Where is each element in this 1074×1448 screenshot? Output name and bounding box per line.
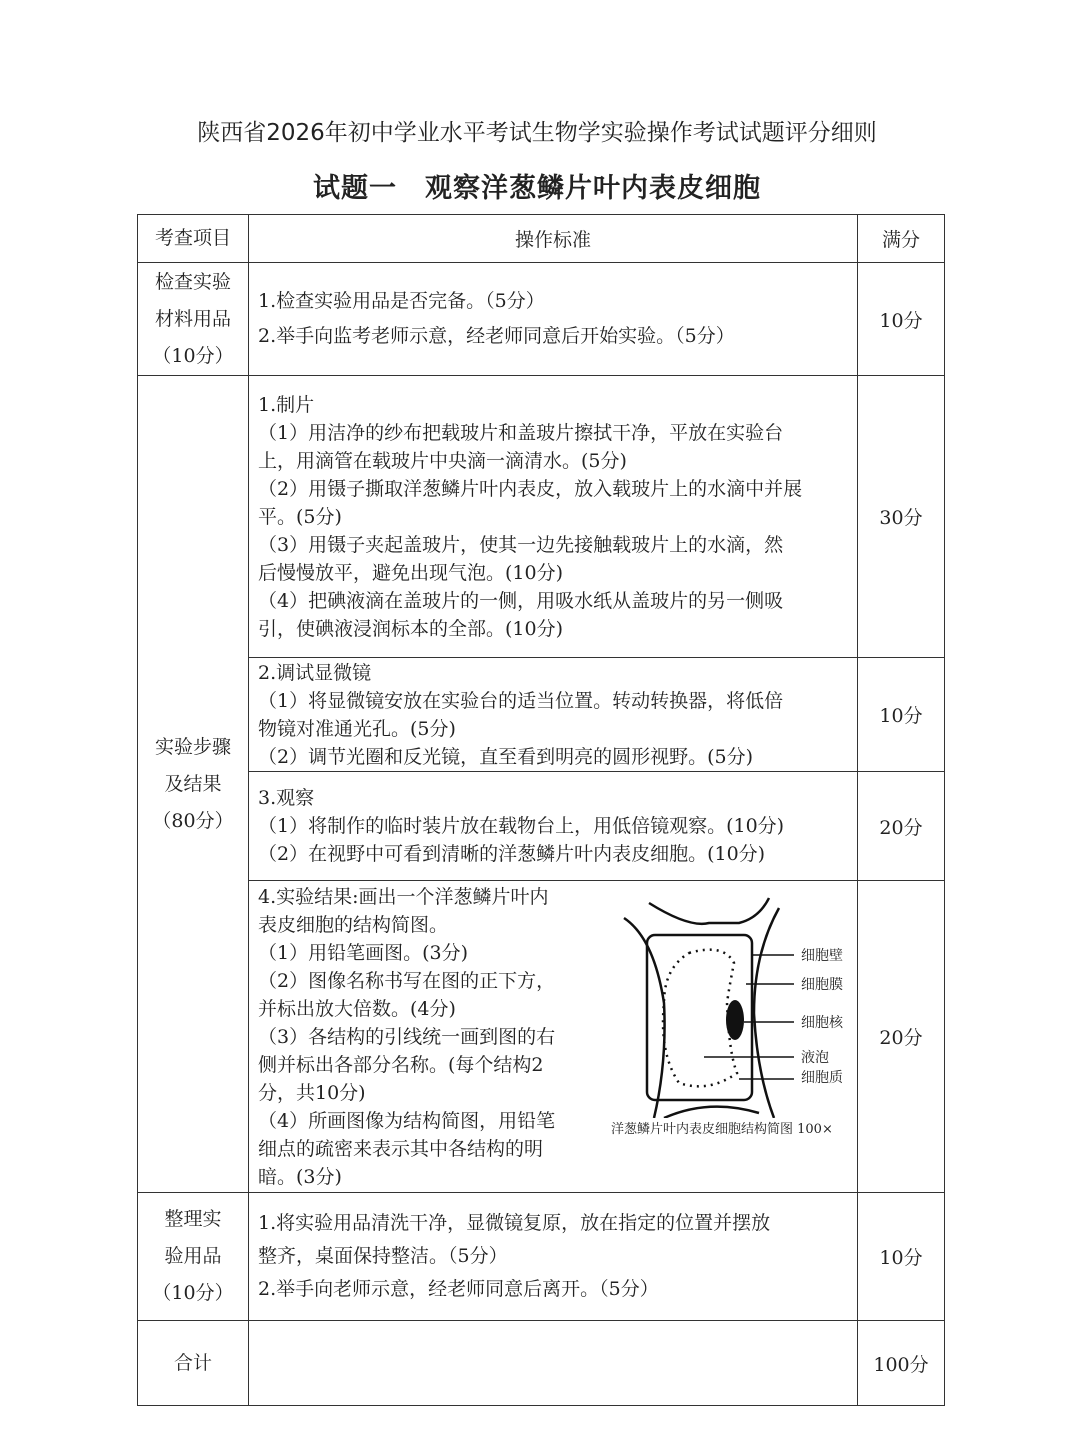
text-line: 2.举手向老师示意，经老师同意后离开。（5分）: [258, 1278, 659, 1300]
label-cytoplasm: 细胞质: [801, 1070, 843, 1086]
total-score: 100分: [858, 1321, 945, 1406]
table-row: [138, 376, 945, 658]
onion-cell-diagram: [611, 893, 859, 1143]
item-line: （10分）: [152, 1282, 234, 1304]
standard-cell: [249, 658, 858, 772]
figure-caption: 洋葱鳞片叶内表皮细胞结构简图 100×: [611, 1122, 833, 1137]
score-cell: 10分: [858, 1193, 945, 1321]
text-line: 平。(5分): [258, 505, 342, 528]
text-line: 1.将实验用品清洗干净，显微镜复原，放在指定的位置并摆放: [258, 1212, 771, 1234]
text-line: （2）调节光圈和反光镜，直至看到明亮的圆形视野。(5分): [258, 745, 754, 768]
label-vacuole: 液泡: [801, 1050, 829, 1066]
text-line: （3）用镊子夹起盖玻片，使其一边先接触载玻片上的水滴，然: [258, 533, 784, 556]
text-line: （1）用铅笔画图。(3分): [258, 941, 469, 964]
text-line: 细点的疏密来表示其中各结构的明: [258, 1137, 544, 1160]
table-row: [138, 263, 945, 376]
result-text: [258, 883, 618, 1191]
text-line: （4）把碘液滴在盖玻片的一侧，用吸水纸从盖玻片的另一侧吸: [258, 589, 784, 612]
standard-cell: [249, 772, 858, 881]
item-line: （80分）: [152, 809, 234, 832]
text-line: （1）将制作的临时装片放在载物台上，用低倍镜观察。(10分): [258, 815, 785, 837]
text-line: 1.制片: [258, 393, 315, 416]
table-row: [138, 772, 945, 881]
header-standard: 操作标准: [249, 215, 858, 263]
text-line: 3.观察: [258, 787, 315, 809]
label-cell-wall: 细胞壁: [801, 948, 843, 964]
text-line: 后慢慢放平，避免出现气泡。(10分): [258, 561, 564, 584]
score-cell: 20分: [858, 772, 945, 881]
total-label: 合计: [138, 1321, 249, 1406]
document-title: 陕西省2026年初中学业水平考试生物学实验操作考试试题评分细则: [197, 120, 877, 146]
standard-cell: [249, 881, 858, 1193]
total-empty-cell: [249, 1321, 858, 1406]
label-cell-membrane: 细胞膜: [801, 977, 843, 993]
text-line: 2.调试显微镜: [258, 661, 372, 684]
item-line: 整理实: [164, 1208, 222, 1230]
item-cell: [138, 376, 249, 1193]
score-cell: 10分: [858, 658, 945, 772]
table-row: [138, 1193, 945, 1321]
header-score: 满分: [858, 215, 945, 263]
item-line: 实验步骤: [154, 735, 231, 758]
text-line: 物镜对准通光孔。(5分): [258, 717, 456, 740]
text-line: 并标出放大倍数。(4分): [258, 997, 456, 1020]
text-line: 整齐，桌面保持整洁。（5分）: [258, 1245, 508, 1267]
text-line: 侧并标出各部分名称。(每个结构2: [258, 1053, 544, 1076]
item-line: 材料用品: [154, 307, 231, 330]
item-cell: [138, 263, 249, 376]
score-cell: 10分: [858, 263, 945, 376]
text-line: 上，用滴管在载玻片中央滴一滴清水。(5分): [258, 449, 627, 472]
text-line: （4）所画图像为结构简图，用铅笔: [258, 1109, 556, 1132]
text-line: 4.实验结果:画出一个洋葱鳞片叶内: [258, 885, 549, 908]
text-line: （1）用洁净的纱布把载玻片和盖玻片擦拭干净，平放在实验台: [258, 421, 784, 444]
text-line: 分，共10分): [258, 1081, 366, 1104]
text-line: 1.检查实验用品是否完备。（5分）: [258, 290, 545, 312]
standard-cell: [249, 1193, 858, 1321]
text-line: 2.举手向监考老师示意，经老师同意后开始实验。（5分）: [258, 325, 735, 347]
question-title: 试题一 观察洋葱鳞片叶内表皮细胞: [313, 173, 761, 204]
table-row: [138, 881, 945, 1193]
item-line: 检查实验: [154, 270, 231, 293]
total-row: [138, 1321, 945, 1406]
text-line: （2）图像名称书写在图的正下方，: [258, 969, 556, 992]
standard-cell: [249, 263, 858, 376]
text-line: （2）在视野中可看到清晰的洋葱鳞片叶内表皮细胞。(10分): [258, 843, 766, 865]
label-nucleus: 细胞核: [801, 1015, 843, 1031]
text-line: （3）各结构的引线统一画到图的右: [258, 1025, 556, 1048]
item-line: 及结果: [164, 772, 222, 795]
score-cell: 20分: [858, 881, 945, 1193]
text-line: 表皮细胞的结构简图。: [258, 913, 449, 936]
header-item: 考查项目: [138, 215, 249, 263]
text-line: （1）将显微镜安放在实验台的适当位置。转动转换器，将低倍: [258, 689, 784, 712]
score-cell: 30分: [858, 376, 945, 658]
text-line: 引，使碘液浸润标本的全部。(10分): [258, 617, 564, 640]
text-line: 暗。(3分): [258, 1165, 342, 1188]
item-cell: [138, 1193, 249, 1321]
table-header-row: [138, 215, 945, 263]
standard-cell: [249, 376, 858, 658]
scoring-table: [137, 214, 945, 1406]
text-line: （2）用镊子撕取洋葱鳞片叶内表皮，放入载玻片上的水滴中并展: [258, 477, 803, 500]
item-line: （10分）: [152, 344, 234, 367]
item-line: 验用品: [164, 1245, 222, 1267]
table-row: [138, 658, 945, 772]
